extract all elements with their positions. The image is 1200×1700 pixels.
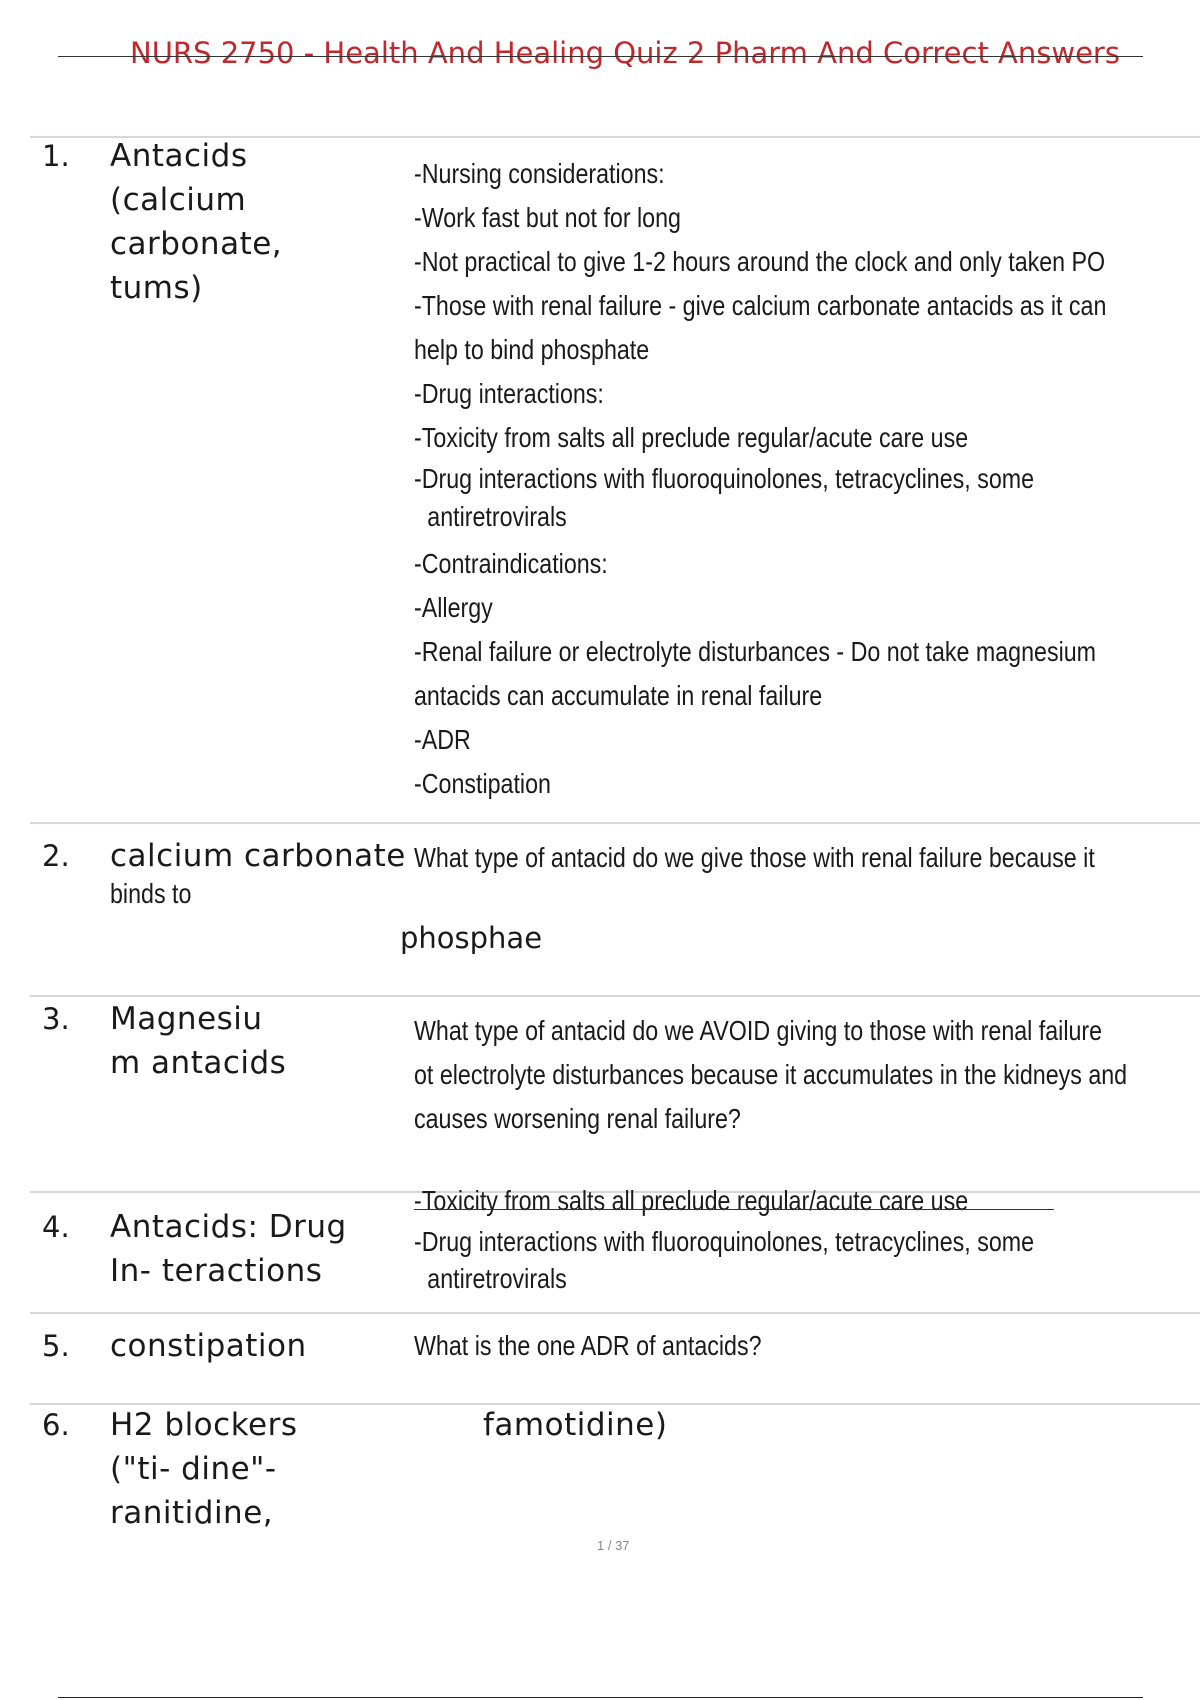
definition-line: -Not practical to give 1-2 hours around the clock and only taken PO (414, 246, 1106, 277)
card-definition-answer: phosphae (400, 921, 543, 955)
flashcard-1 (30, 136, 1200, 823)
flashcard-2 (30, 822, 1200, 996)
card-number: 4. (42, 1210, 70, 1244)
card-term: constipation (110, 1328, 307, 1364)
card-number: 5. (42, 1329, 70, 1363)
definition-line: -Toxicity from salts all preclude regular/acute care use (414, 1185, 969, 1216)
definition-line: -Work fast but not for long (414, 202, 681, 233)
card-number: 3. (42, 1002, 70, 1036)
definition-line: help to bind phosphate (414, 334, 650, 365)
card-term: H2 blockers ("ti- dine"- ranitidine, (110, 1407, 298, 1531)
definition-line: -Constipation (414, 768, 551, 799)
definition-line: -Drug interactions with fluoroquinolones, tetracyclines, some (414, 463, 1035, 494)
definition-line: -ADR (414, 724, 471, 755)
flashcard-4 (30, 1185, 1200, 1313)
card-term: Magnesiu m antacids (110, 1001, 287, 1081)
definition-line: ot electrolyte disturbances because it accumulates in the kidneys and (414, 1059, 1128, 1090)
definition-line: -Renal failure or electrolyte disturbances - Do not take magnesium (414, 636, 1097, 667)
strikethrough-line (414, 1209, 1054, 1210)
card-number: 2. (42, 839, 70, 873)
card-definition (414, 152, 1200, 806)
card-term: calcium carbonate (110, 838, 406, 874)
card-definition: famotidine) (483, 1407, 668, 1443)
definition-line: -Nursing considerations: (414, 158, 665, 189)
definition-line: -Those with renal failure - give calcium carbonate antacids as it can (414, 290, 1107, 321)
card-term: Antacids: Drug In- teractions (110, 1209, 347, 1289)
card-term: Antacids (calcium carbonate, tums) (110, 138, 283, 306)
card-number: 6. (42, 1408, 70, 1442)
definition-line: causes worsening renal failure? (414, 1103, 741, 1134)
definition-line: What type of antacid do we AVOID giving to those with renal failure (414, 1015, 1103, 1046)
definition-line: binds to (110, 878, 192, 909)
card-definition (414, 1009, 1200, 1141)
flashcard-6 (30, 1403, 1200, 1555)
flashcard-5 (30, 1312, 1200, 1404)
bottom-rule (58, 1697, 1143, 1698)
card-definition (414, 1179, 1200, 1297)
definition-line: -Contraindications: (414, 548, 608, 579)
definition-line: -Drug interactions: (414, 378, 604, 409)
definition-line: What type of antacid do we give those with renal failure because it (414, 842, 1095, 873)
flashcard-3 (30, 995, 1200, 1192)
card-definition-continued (110, 872, 907, 916)
definition-line: -Drug interactions with fluoroquinolones, tetracyclines, some (414, 1226, 1035, 1257)
definition-line: antiretrovirals (427, 1263, 567, 1294)
page-indicator: 1 / 37 (597, 1538, 630, 1553)
definition-line: -Allergy (414, 592, 493, 623)
definition-line: -Toxicity from salts all preclude regular/acute care use (414, 422, 969, 453)
title-strike-line (58, 56, 1143, 57)
definition-line: antiretrovirals (427, 501, 567, 532)
definition-line: What is the one ADR of antacids? (414, 1330, 762, 1361)
card-definition (414, 1324, 1200, 1368)
page-title: NURS 2750 - Health And Healing Quiz 2 Pharm And Correct Answers (130, 36, 1120, 70)
definition-line: antacids can accumulate in renal failure (414, 680, 823, 711)
card-number: 1. (42, 139, 70, 173)
